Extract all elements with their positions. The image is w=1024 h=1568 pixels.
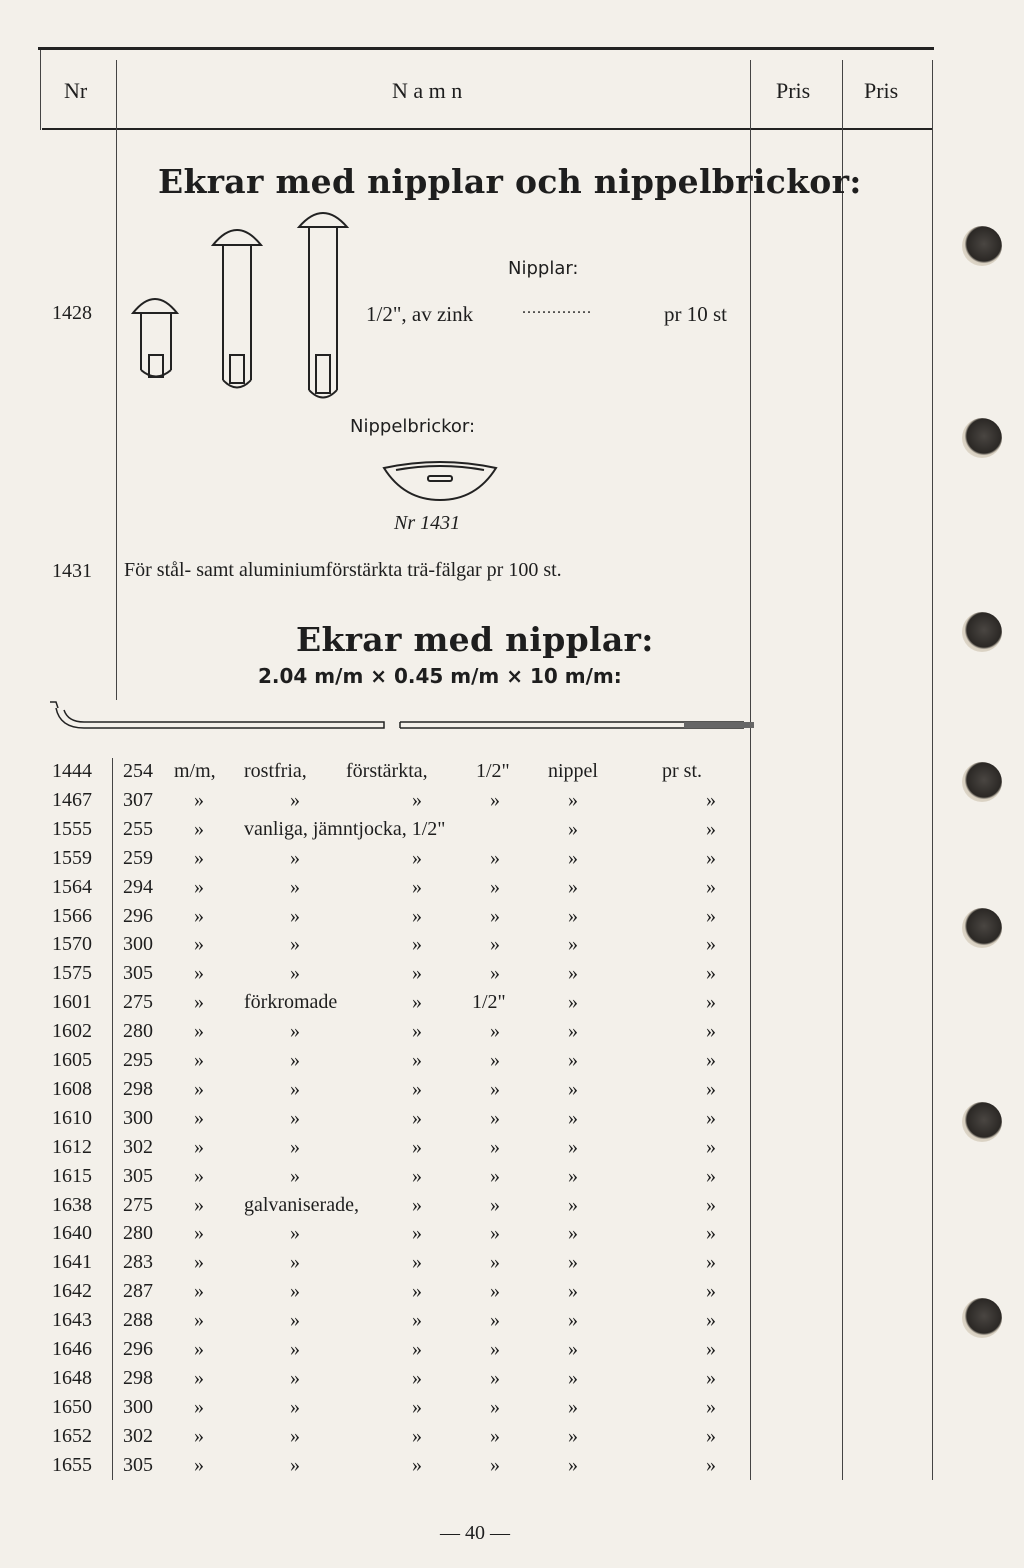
row-length: 288 xyxy=(123,1309,153,1331)
row-cell: » xyxy=(490,1020,500,1042)
row-cell: » xyxy=(568,1194,578,1216)
binder-hole xyxy=(962,762,1002,802)
column-line-pris1 xyxy=(750,60,751,1480)
row-item-number: 1601 xyxy=(52,991,92,1013)
row-cell: » xyxy=(490,1194,500,1216)
row-cell: » xyxy=(412,1425,422,1447)
item-1428-dots: .............. xyxy=(522,300,592,317)
row-cell: » xyxy=(490,1107,500,1129)
row-cell: pr st. xyxy=(662,760,702,782)
row-item-number: 1615 xyxy=(52,1165,92,1187)
row-cell: galvaniserade, xyxy=(244,1194,359,1216)
row-item-number: 1655 xyxy=(52,1454,92,1476)
row-item-number: 1610 xyxy=(52,1107,92,1129)
row-cell: » xyxy=(706,905,716,927)
row-cell: » xyxy=(194,876,204,898)
row-cell: » xyxy=(568,1107,578,1129)
row-item-number: 1555 xyxy=(52,818,92,840)
row-cell: » xyxy=(290,1020,300,1042)
row-cell: » xyxy=(706,1165,716,1187)
row-length: 255 xyxy=(123,818,153,840)
row-item-number: 1612 xyxy=(52,1136,92,1158)
row-cell: » xyxy=(490,847,500,869)
row-length: 305 xyxy=(123,1165,153,1187)
row-cell: » xyxy=(490,962,500,984)
row-cell: » xyxy=(290,905,300,927)
row-length: 295 xyxy=(123,1049,153,1071)
row-cell: » xyxy=(412,1107,422,1129)
row-cell: » xyxy=(290,1280,300,1302)
row-cell: » xyxy=(194,1194,204,1216)
row-cell: 1/2" xyxy=(476,760,510,782)
row-item-number: 1605 xyxy=(52,1049,92,1071)
row-length: 307 xyxy=(123,789,153,811)
row-length: 298 xyxy=(123,1367,153,1389)
binder-hole xyxy=(962,226,1002,266)
row-cell: m/m, xyxy=(174,760,216,782)
row-cell: » xyxy=(490,905,500,927)
row-cell: » xyxy=(490,1222,500,1244)
row-cell: » xyxy=(706,991,716,1013)
header-bottom-rule xyxy=(42,128,932,130)
header-nr: Nr xyxy=(64,78,88,103)
item-1428-unit: pr 10 st xyxy=(664,302,727,326)
row-cell: » xyxy=(706,1454,716,1476)
row-length: 302 xyxy=(123,1425,153,1447)
column-line-left xyxy=(40,50,41,130)
row-cell: » xyxy=(490,1251,500,1273)
item-number-1431: 1431 xyxy=(52,560,92,582)
row-item-number: 1608 xyxy=(52,1078,92,1100)
row-cell: » xyxy=(568,818,578,840)
row-cell: » xyxy=(290,789,300,811)
row-cell: » xyxy=(706,789,716,811)
row-cell: » xyxy=(706,1425,716,1447)
row-item-number: 1566 xyxy=(52,905,92,927)
row-cell: » xyxy=(290,1425,300,1447)
row-cell: » xyxy=(412,847,422,869)
row-cell: » xyxy=(568,1165,578,1187)
item-number-1428: 1428 xyxy=(52,302,92,324)
row-length: 305 xyxy=(123,962,153,984)
row-cell: » xyxy=(194,1165,204,1187)
row-cell: » xyxy=(568,962,578,984)
row-cell: » xyxy=(290,933,300,955)
header-pris-1: Pris xyxy=(776,78,811,103)
row-item-number: 1643 xyxy=(52,1309,92,1331)
item-1428-description: 1/2", av zink xyxy=(366,302,474,326)
section-title-nipplar-brickor: Ekrar med nipplar och nippelbrickor: xyxy=(158,162,862,201)
row-cell: » xyxy=(412,1020,422,1042)
row-cell: » xyxy=(412,905,422,927)
nipple-illustrations xyxy=(125,205,355,410)
washer-caption: Nr 1431 xyxy=(394,512,461,534)
row-cell: » xyxy=(194,1222,204,1244)
top-rule xyxy=(38,47,934,50)
row-cell: » xyxy=(290,1136,300,1158)
row-length: 298 xyxy=(123,1078,153,1100)
row-cell: » xyxy=(290,1222,300,1244)
row-cell: » xyxy=(412,1338,422,1360)
row-cell: » xyxy=(412,1136,422,1158)
row-length: 296 xyxy=(123,905,153,927)
row-item-number: 1650 xyxy=(52,1396,92,1418)
row-cell: » xyxy=(412,1165,422,1187)
row-cell: » xyxy=(706,1396,716,1418)
row-length: 300 xyxy=(123,1396,153,1418)
row-cell: » xyxy=(290,962,300,984)
row-cell: » xyxy=(568,876,578,898)
row-cell: » xyxy=(490,1454,500,1476)
row-length: 280 xyxy=(123,1222,153,1244)
row-length: 305 xyxy=(123,1454,153,1476)
row-cell: » xyxy=(706,1107,716,1129)
row-cell: » xyxy=(194,1280,204,1302)
row-length: 275 xyxy=(123,991,153,1013)
row-cell: » xyxy=(568,847,578,869)
row-cell: » xyxy=(290,1309,300,1331)
binder-hole xyxy=(962,612,1002,652)
binder-hole xyxy=(962,418,1002,458)
row-cell: » xyxy=(568,1222,578,1244)
column-line-pris2 xyxy=(842,60,843,1480)
row-cell: vanliga, jämntjocka, 1/2" xyxy=(244,818,446,840)
row-cell: » xyxy=(290,1367,300,1389)
row-cell: » xyxy=(706,1020,716,1042)
row-cell: » xyxy=(290,876,300,898)
row-cell: » xyxy=(568,1396,578,1418)
row-cell: » xyxy=(568,1280,578,1302)
row-cell: » xyxy=(290,1338,300,1360)
row-cell: » xyxy=(194,847,204,869)
row-cell: » xyxy=(568,1020,578,1042)
row-item-number: 1467 xyxy=(52,789,92,811)
row-cell: » xyxy=(490,1425,500,1447)
row-length: 254 xyxy=(123,760,153,782)
row-cell: » xyxy=(706,818,716,840)
row-cell: » xyxy=(490,933,500,955)
row-cell: » xyxy=(490,789,500,811)
spoke-illustration xyxy=(44,698,760,738)
row-cell: » xyxy=(194,1078,204,1100)
row-item-number: 1638 xyxy=(52,1194,92,1216)
row-cell: » xyxy=(568,1425,578,1447)
row-cell: » xyxy=(290,1454,300,1476)
column-line-nr xyxy=(116,60,117,700)
row-cell: nippel xyxy=(548,760,598,782)
row-cell: » xyxy=(568,1078,578,1100)
row-cell: » xyxy=(568,1049,578,1071)
row-cell: förkromade xyxy=(244,991,338,1013)
row-cell: » xyxy=(194,991,204,1013)
row-item-number: 1559 xyxy=(52,847,92,869)
row-cell: » xyxy=(194,1107,204,1129)
column-line-nr-lower xyxy=(112,758,113,1480)
row-cell: » xyxy=(412,933,422,955)
row-cell: » xyxy=(194,1367,204,1389)
row-cell: » xyxy=(290,1251,300,1273)
row-cell: » xyxy=(490,1309,500,1331)
row-cell: » xyxy=(706,1309,716,1331)
row-cell: » xyxy=(412,1280,422,1302)
row-cell: » xyxy=(194,1136,204,1158)
row-item-number: 1641 xyxy=(52,1251,92,1273)
row-length: 294 xyxy=(123,876,153,898)
row-item-number: 1575 xyxy=(52,962,92,984)
row-cell: » xyxy=(706,1194,716,1216)
row-cell: » xyxy=(194,905,204,927)
row-cell: » xyxy=(412,1049,422,1071)
row-cell: » xyxy=(568,1309,578,1331)
row-cell: » xyxy=(568,1338,578,1360)
header-namn: N a m n xyxy=(392,78,463,103)
binder-hole xyxy=(962,1298,1002,1338)
row-length: 296 xyxy=(123,1338,153,1360)
row-cell: » xyxy=(568,1136,578,1158)
row-cell: » xyxy=(706,876,716,898)
row-cell: » xyxy=(194,789,204,811)
binder-hole xyxy=(962,908,1002,948)
row-cell: » xyxy=(412,876,422,898)
row-item-number: 1570 xyxy=(52,933,92,955)
nipplar-label: Nipplar: xyxy=(508,258,579,279)
row-cell: » xyxy=(412,991,422,1013)
row-cell: » xyxy=(706,1367,716,1389)
row-cell: » xyxy=(490,1396,500,1418)
row-cell: » xyxy=(194,1338,204,1360)
row-cell: » xyxy=(490,1338,500,1360)
row-cell: » xyxy=(706,962,716,984)
row-item-number: 1602 xyxy=(52,1020,92,1042)
section-title-nipplar: Ekrar med nipplar: xyxy=(296,620,654,659)
row-cell: » xyxy=(194,1309,204,1331)
row-length: 259 xyxy=(123,847,153,869)
row-item-number: 1564 xyxy=(52,876,92,898)
nippelbrickor-label: Nippelbrickor: xyxy=(350,416,476,437)
row-cell: » xyxy=(568,905,578,927)
row-item-number: 1646 xyxy=(52,1338,92,1360)
row-length: 280 xyxy=(123,1020,153,1042)
row-item-number: 1652 xyxy=(52,1425,92,1447)
binder-hole xyxy=(962,1102,1002,1142)
row-length: 283 xyxy=(123,1251,153,1273)
item-1431-description: För stål- samt aluminiumförstärkta trä-fälgar pr 100 st. xyxy=(124,559,562,581)
row-cell: » xyxy=(568,789,578,811)
row-cell: » xyxy=(490,1367,500,1389)
row-cell: » xyxy=(194,962,204,984)
row-cell: » xyxy=(290,1078,300,1100)
row-cell: » xyxy=(412,1194,422,1216)
row-cell: » xyxy=(290,1107,300,1129)
row-cell: » xyxy=(194,1396,204,1418)
row-cell: » xyxy=(290,847,300,869)
row-cell: » xyxy=(490,1078,500,1100)
row-cell: » xyxy=(194,1251,204,1273)
row-cell: » xyxy=(490,1136,500,1158)
row-cell: » xyxy=(412,1396,422,1418)
row-cell: » xyxy=(568,1454,578,1476)
row-cell: » xyxy=(490,1049,500,1071)
row-item-number: 1640 xyxy=(52,1222,92,1244)
row-cell: » xyxy=(706,933,716,955)
row-cell: » xyxy=(706,847,716,869)
row-cell: » xyxy=(568,1251,578,1273)
row-length: 275 xyxy=(123,1194,153,1216)
row-cell: » xyxy=(568,933,578,955)
row-cell: » xyxy=(194,818,204,840)
page-number: — 40 — xyxy=(440,1522,510,1544)
section-dimensions: 2.04 m/m × 0.45 m/m × 10 m/m: xyxy=(258,664,622,688)
row-cell: » xyxy=(568,991,578,1013)
row-cell: 1/2" xyxy=(472,991,506,1013)
row-cell: » xyxy=(706,1078,716,1100)
row-cell: » xyxy=(490,1280,500,1302)
row-cell: » xyxy=(412,1309,422,1331)
row-cell: » xyxy=(412,1251,422,1273)
row-cell: rostfria, xyxy=(244,760,307,782)
row-cell: förstärkta, xyxy=(346,760,428,782)
row-cell: » xyxy=(706,1136,716,1158)
row-item-number: 1642 xyxy=(52,1280,92,1302)
row-length: 287 xyxy=(123,1280,153,1302)
row-cell: » xyxy=(290,1049,300,1071)
row-cell: » xyxy=(412,962,422,984)
row-cell: » xyxy=(194,1020,204,1042)
row-cell: » xyxy=(194,1425,204,1447)
row-cell: » xyxy=(412,1367,422,1389)
row-cell: » xyxy=(194,1454,204,1476)
row-cell: » xyxy=(490,876,500,898)
row-item-number: 1444 xyxy=(52,760,92,782)
row-length: 302 xyxy=(123,1136,153,1158)
row-cell: » xyxy=(412,1454,422,1476)
row-cell: » xyxy=(490,1165,500,1187)
row-cell: » xyxy=(194,1049,204,1071)
header-pris-2: Pris xyxy=(864,78,899,103)
row-cell: » xyxy=(290,1165,300,1187)
row-cell: » xyxy=(706,1338,716,1360)
row-cell: » xyxy=(290,1396,300,1418)
row-cell: » xyxy=(706,1280,716,1302)
row-length: 300 xyxy=(123,1107,153,1129)
row-cell: » xyxy=(706,1251,716,1273)
row-cell: » xyxy=(412,1222,422,1244)
row-cell: » xyxy=(706,1049,716,1071)
row-cell: » xyxy=(194,933,204,955)
washer-illustration xyxy=(380,458,500,504)
row-cell: » xyxy=(568,1367,578,1389)
row-cell: » xyxy=(706,1222,716,1244)
row-cell: » xyxy=(412,1078,422,1100)
row-item-number: 1648 xyxy=(52,1367,92,1389)
row-length: 300 xyxy=(123,933,153,955)
column-line-right xyxy=(932,60,933,1480)
row-cell: » xyxy=(412,789,422,811)
